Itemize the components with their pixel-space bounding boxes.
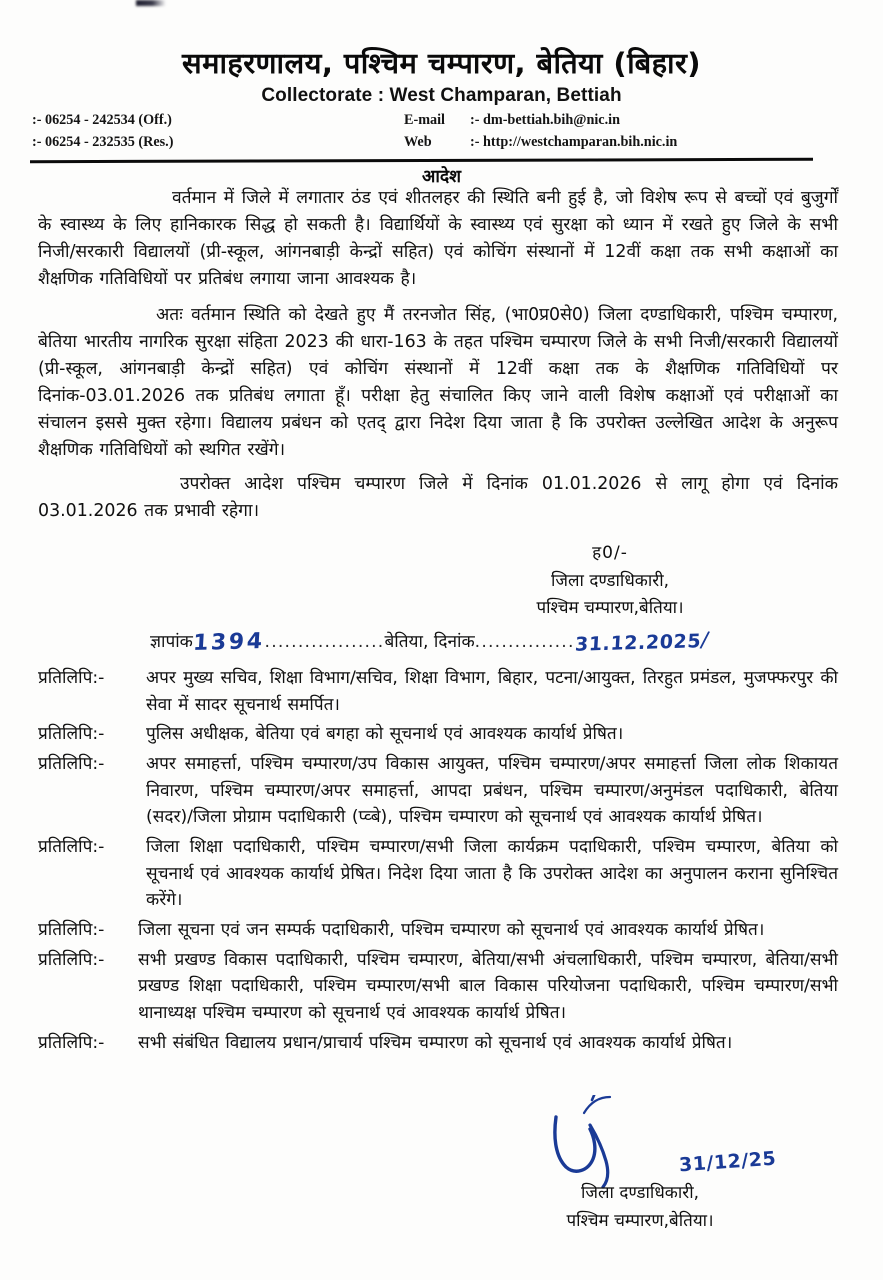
phone-office: :- 06254 - 242534 (Off.)	[32, 112, 172, 128]
signatory-details-secondary	[440, 1180, 840, 1235]
memo-number-handwritten: 1394	[192, 628, 266, 657]
copy-text: जिला शिक्षा पदाधिकारी, पश्चिम चम्पारण/सभी जिला कार्यक्रम पदाधिकारी, पश्चिम चम्पारण, बेतिया को सूचनार्थ एवं आवश्यक कार्यार्थ प्रेषित। निदेश दिया जाता है कि उपरोक्त आदेश का अनुपालन कराना सुनिश्चित करेंगे।	[146, 836, 838, 911]
signatory-designation: जिला दण्डाधिकारी,	[580, 1183, 700, 1203]
copy-text: सभी संबंधित विद्यालय प्रधान/प्राचार्य पश्चिम चम्पारण को सूचनार्थ एवं आवश्यक कार्यार्थ प्रेषित।	[138, 1032, 733, 1053]
email-value: :- dm-bettiah.bih@nic.in	[470, 112, 620, 128]
order-body	[38, 185, 838, 525]
copy-prefix: प्रतिलिपि:-	[38, 919, 105, 940]
memo-place-label: बेतिया, दिनांक	[384, 632, 475, 652]
list-item	[38, 665, 838, 718]
signatory-place: पश्चिम चम्पारण,बेतिया।	[566, 1210, 714, 1231]
phone-residence: :- 06254 - 232535 (Res.)	[32, 134, 174, 150]
list-item	[38, 917, 838, 944]
copy-prefix: प्रतिलिपि:-	[38, 753, 105, 774]
order-paragraph-2: अतः वर्तमान स्थिति को देखते हुए मैं तरनजोत सिंह, (भा0प्र0से0) जिला दण्डाधिकारी, पश्चिम चम्पारण, बेतिया भारतीय नागरिक सुरक्षा संहिता 2023 की धारा-163 के तहत पश्चिम चम्पारण जिले के सभी निजी/सरकारी विद्यालयों (प्री-स्कूल, आंगनबाड़ी केन्द्रों सहित) एवं कोचिंग संस्थानों में 12वीं कक्षा तक के शैक्षणिक गतिविधियों पर दिनांक-03.01.2026 तक प्रतिबंध लगाता हूँ। परीक्षा हेतु संचालित किए जाने वाली विशेष कक्षाओं एवं परीक्षाओं का संचालन इससे मुक्त रहेगा। विद्यालय प्रबंधन को एतद् द्वारा निदेश दिया जाता है कि उपरोक्त उल्लेखित आदेश के अनुरूप शैक्षणिक गतिविधियों को स्थगित रखेंगे।	[38, 304, 838, 460]
memo-label: ज्ञापांक	[150, 632, 193, 652]
signatory-place: पश्चिम चम्पारण,बेतिया।	[536, 598, 684, 619]
list-item	[38, 1030, 838, 1057]
copy-text: अपर समाहर्त्ता, पश्चिम चम्पारण/उप विकास आयुक्त, पश्चिम चम्पारण/अपर समाहर्त्ता जिला लोक शिकायत निवारण, पश्चिम चम्पारण/अपर समाहर्त्ता, आपदा प्रबंधन, पश्चिम चम्पारण/अनुमंडल पदाधिकारी, बेतिया (सदर)/जिला प्रोग्राम पदाधिकारी (प्व्बे), पश्चिम चम्पारण को सूचनार्थ एवं आवश्यक कार्यार्थ प्रेषित।	[146, 753, 838, 828]
list-item	[38, 721, 838, 748]
distribution-list	[38, 665, 838, 1059]
scan-artifact-smudge	[136, 0, 166, 6]
list-item	[38, 751, 838, 831]
copy-text: अपर मुख्य सचिव, शिक्षा विभाग/सचिव, शिक्षा विभाग, बिहार, पटना/आयुक्त, तिरहुत प्रमंडल, मुजफ्फरपुर की सेवा में सादर सूचनार्थ समर्पित।	[146, 668, 838, 715]
order-paragraph-3: उपरोक्त आदेश पश्चिम चम्पारण जिले में दिनांक 01.01.2026 से लागू होगा एवं दिनांक 03.01.2026 तक प्रभावी रहेगा।	[38, 473, 838, 521]
contact-row-office	[0, 110, 883, 131]
order-title: आदेश	[421, 167, 462, 187]
copy-text: जिला सूचना एवं जन सम्पर्क पदाधिकारी, पश्चिम चम्पारण को सूचनार्थ एवं आवश्यक कार्यार्थ प्रेषित।	[138, 919, 765, 940]
contact-row-residence	[0, 132, 883, 153]
web-value: :- http://westchamparan.bih.nic.in	[470, 134, 678, 150]
organization-name-english: Collectorate : West Champaran, Bettiah	[261, 84, 622, 106]
copy-text: पुलिस अधीक्षक, बेतिया एवं बगहा को सूचनार्थ एवं आवश्यक कार्यार्थ प्रेषित।	[146, 724, 624, 745]
copy-prefix: प्रतिलिपि:-	[38, 836, 105, 857]
copy-prefix: प्रतिलिपि:-	[38, 668, 105, 688]
contact-details	[0, 110, 883, 156]
memo-date-handwritten: 31.12.2025	[573, 630, 702, 656]
memo-dots-1: ..................	[264, 632, 385, 652]
signatory-designation: जिला दण्डाधिकारी,	[550, 570, 670, 591]
header-divider	[30, 158, 813, 163]
order-paragraph-1: वर्तमान में जिले में लगातार ठंड एवं शीतलहर की स्थिति बनी हुई है, जो विशेष रूप से बच्चों एवं बुजुर्गों के स्वास्थ्य के लिए हानिकारक सिद्ध हो सकती है। विद्यार्थियों के स्वास्थ्य एवं सुरक्षा को ध्यान में रखते हुए जिले के सभी निजी/सरकारी विद्यालयों (प्री-स्कूल, आंगनबाड़ी केन्द्रों सहित) एवं कोचिंग संस्थानों में 12वीं कक्षा तक सभी कक्षाओं का शैक्षणिक गतिविधियों पर प्रतिबंध लगाया जाना आवश्यक है।	[38, 188, 838, 289]
memo-dots-2: ...............	[474, 632, 575, 652]
organization-name-hindi: समाहरणालय, पश्चिम चम्पारण, बेतिया (बिहार)	[182, 47, 701, 80]
copy-prefix: प्रतिलिपि:-	[38, 949, 105, 970]
list-item	[38, 834, 838, 914]
memo-line	[150, 628, 850, 658]
signature-block-secondary	[440, 1095, 840, 1255]
web-label: Web	[404, 134, 432, 150]
email-label: E-mail	[404, 112, 445, 128]
signature-date-handwritten: 31/12/25	[678, 1147, 777, 1177]
signed-mark: ह0/-	[592, 543, 628, 563]
copy-prefix: प्रतिलिपि:-	[38, 724, 105, 745]
list-item	[38, 947, 838, 1027]
copy-text: सभी प्रखण्ड विकास पदाधिकारी, पश्चिम चम्पारण, बेतिया/सभी अंचलाधिकारी, पश्चिम चम्पारण, बेतिया/सभी प्रखण्ड शिक्षा पदाधिकारी, पश्चिम चम्पारण/सभी बाल विकास परियोजना पदाधिकारी, पश्चिम चम्पारण/सभी थानाध्यक्ष पश्चिम चम्पारण को सूचनार्थ एवं आवश्यक कार्यार्थ प्रेषित।	[138, 949, 838, 1023]
memo-trailing-slash: /	[698, 627, 711, 654]
copy-prefix: प्रतिलिपि:-	[38, 1032, 105, 1053]
letterhead	[0, 48, 883, 107]
signature-block-primary	[430, 540, 790, 623]
